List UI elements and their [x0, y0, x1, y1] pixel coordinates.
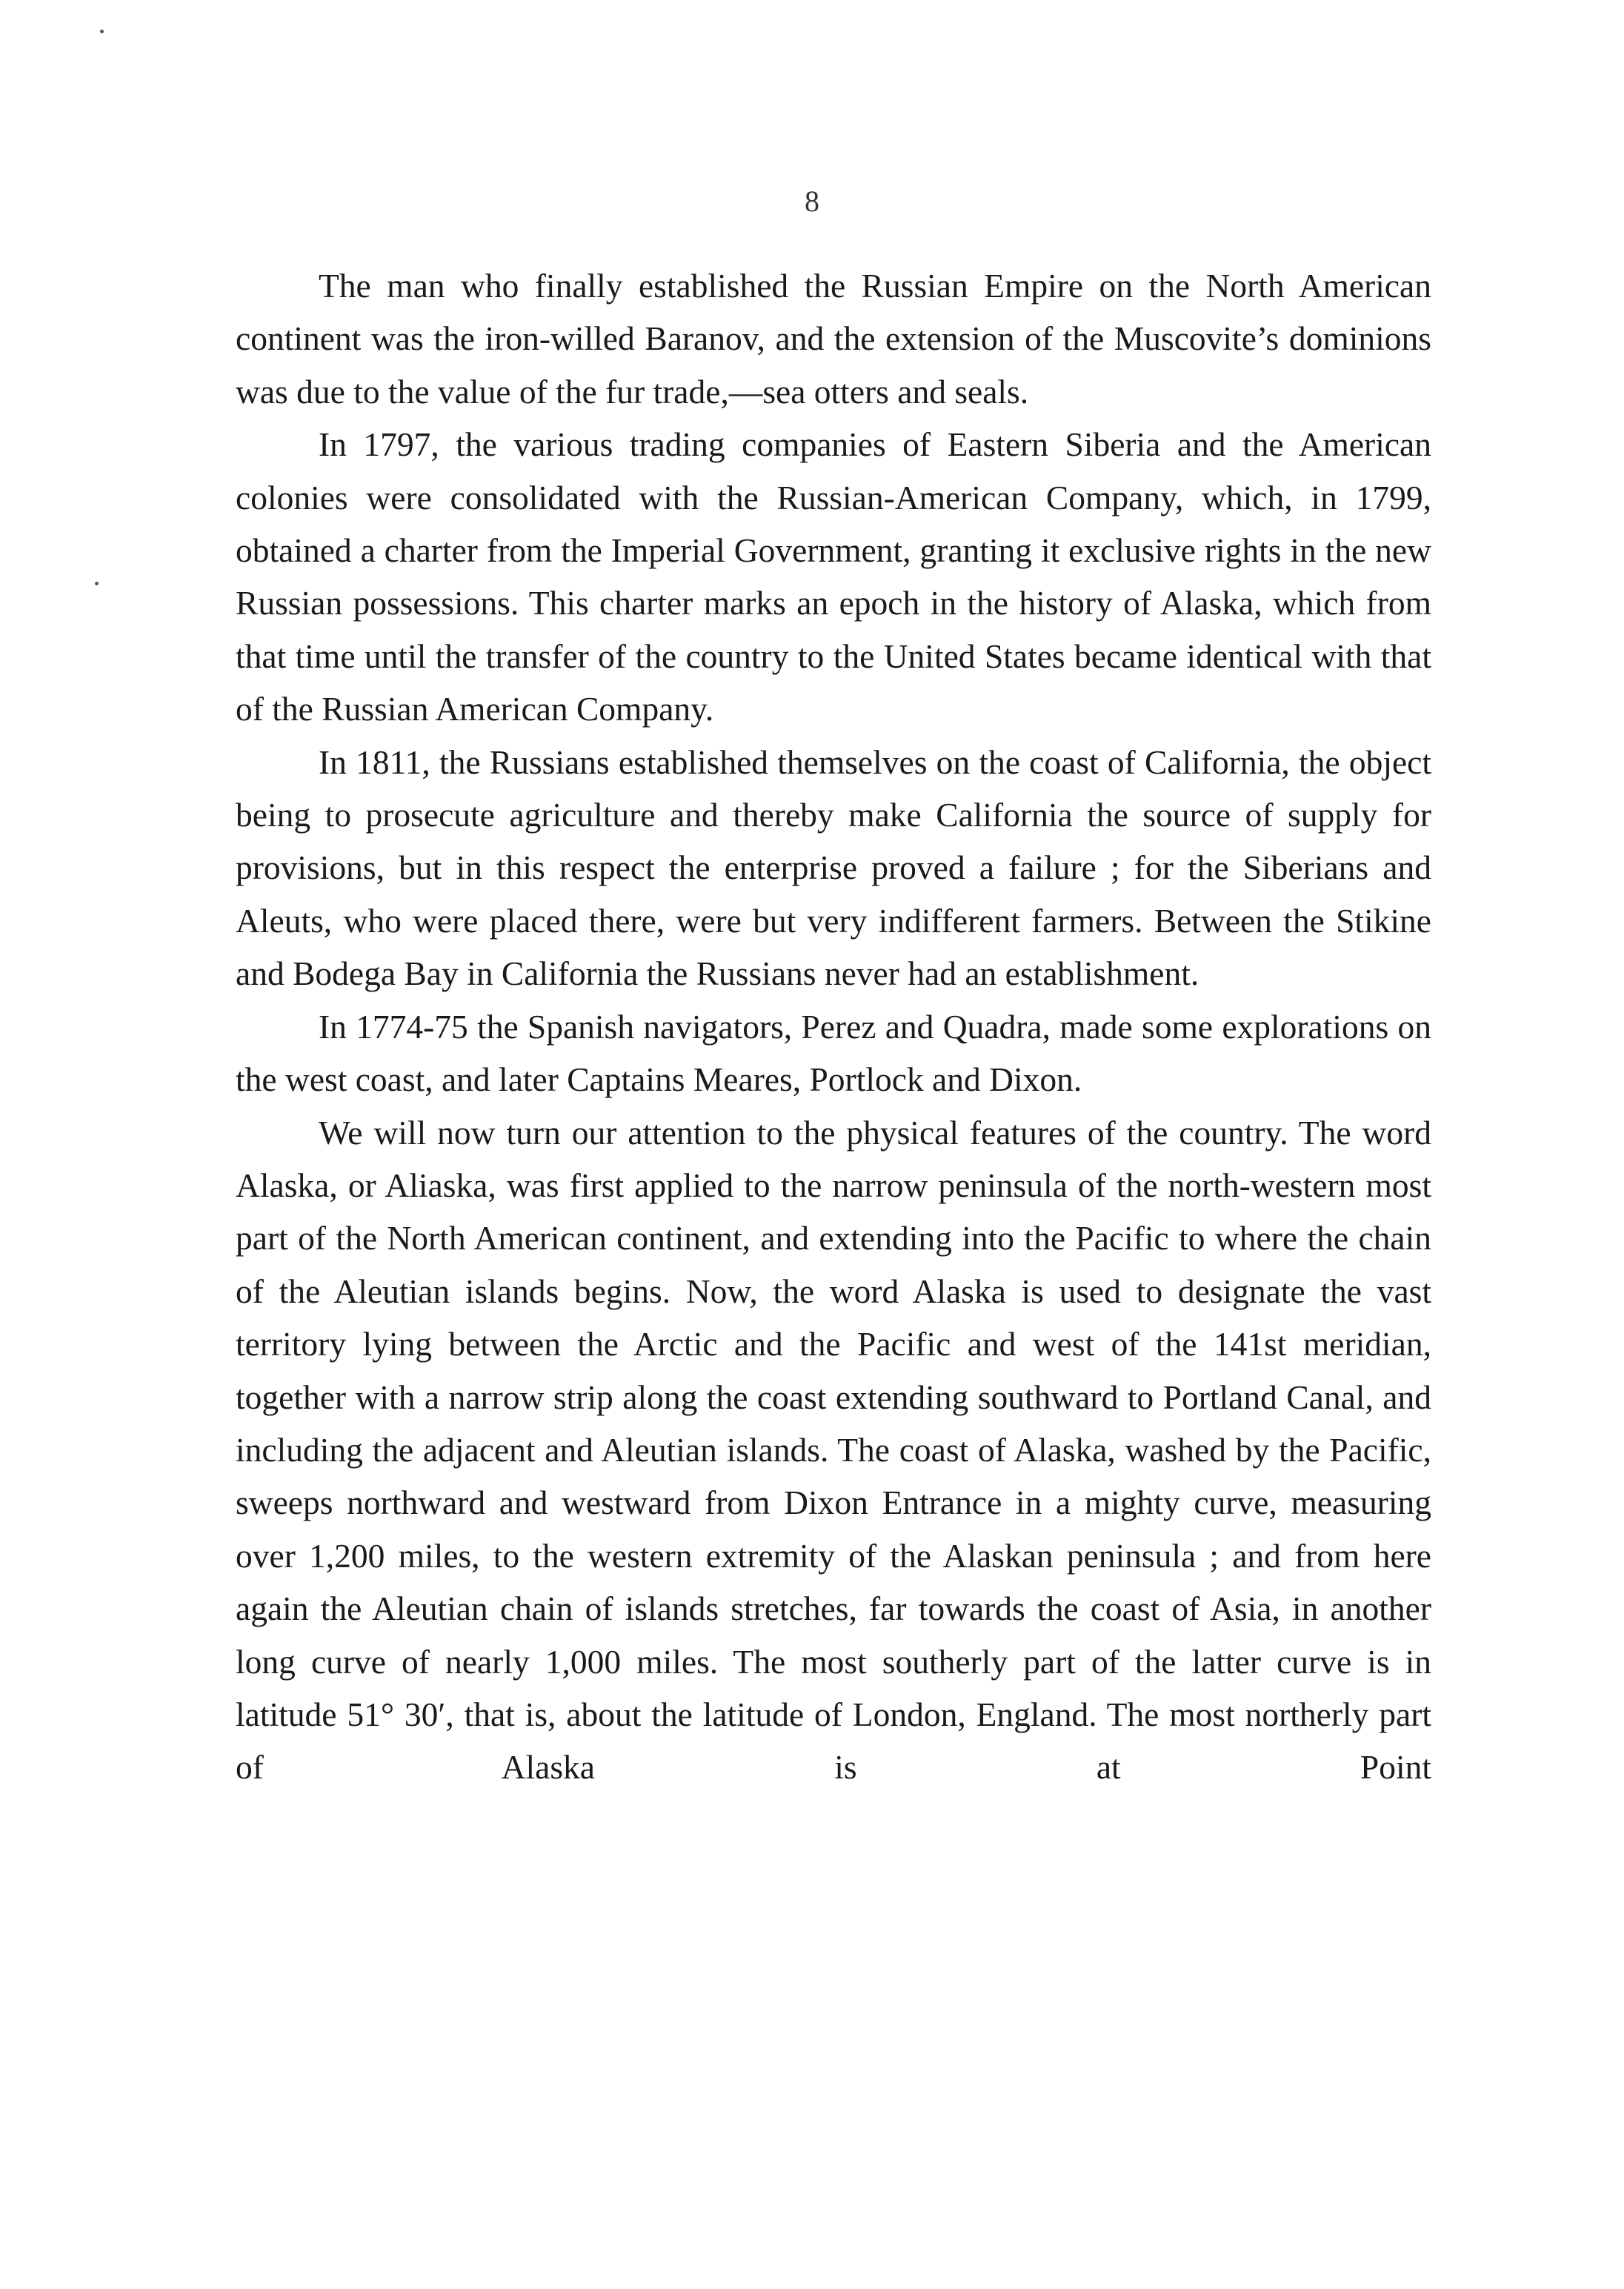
paragraph-spanish-navigators: In 1774-75 the Spanish navigators, Perez and Quadra, made some explorations on the west coast, and later Captains Meares, Portlock and Dixon. — [236, 1007, 1431, 1099]
body-text — [236, 259, 1431, 1794]
paragraph-california: In 1811, the Russians established themselves on the coast of California, the object being to prosecute agriculture and thereby make California the source of supply for provisions, but in this respect the enterprise proved a failure ; for the Siberians and Aleuts, who were placed there, were but very indifferent farmers. Between the Stikine and Bodega Bay in California the Russians never had an establishment. — [236, 742, 1431, 993]
paragraph-baranov: The man who finally established the Russian Empire on the North American continent was the iron-willed Baranov, and the extension of the Muscovite’s dominions was due to the value of the fur trade,—sea otters and seals. — [236, 267, 1431, 411]
scan-speck — [95, 582, 99, 585]
scan-speck — [100, 30, 104, 33]
paragraph-russian-american-company: In 1797, the various trading companies of Eastern Siberia and the American colonies were consolidated with the Russian-American Company, which, in 1799, obtained a charter from the Imperial Government, granting it exclusive rights in the new Russian possessions. This charter marks an epoch in the history of Alaska, which from that time until the transfer of the country to the United States became identical with that of the Russian American Company. — [236, 425, 1431, 728]
page-number: 8 — [805, 185, 819, 218]
paragraph-physical-features: We will now turn our attention to the physical features of the country. The word Alaska, or Aliaska, was first applied to the narrow peninsula of the north-western most part of the North American continent, and extending into the Pacific to where the chain of the Aleutian islands begins. Now, the word Alaska is used to designate the vast territory lying between the Arctic and the Pacific and west of the 141st meridian, together with a narrow strip along the coast extending southward to Portland Canal, and including the adjacent and Aleutian islands. The coast of Alaska, washed by the Pacific, sweeps northward and westward from Dixon Entrance in a mighty curve, measuring over 1,200 miles, to the western extremity of the Alaskan peninsula ; and from here again the Aleutian chain of islands stretches, far towards the coast of Asia, in another long curve of nearly 1,000 miles. The most southerly part of the latter curve is in latitude 51° 30′, that is, about the latitude of London, England. The most northerly part of Alaska is at Point — [236, 1113, 1431, 1787]
